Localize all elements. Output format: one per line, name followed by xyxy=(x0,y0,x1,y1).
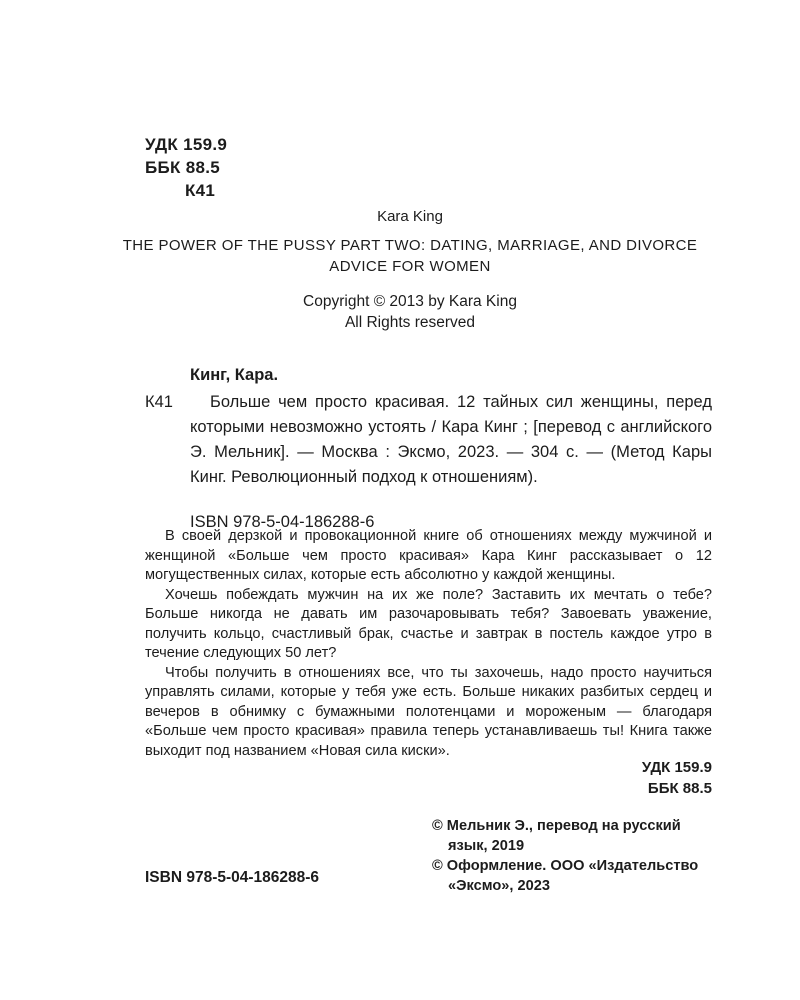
copyright-notice-design: © Оформление. ООО «Издательство «Эксмо», 2023 xyxy=(432,858,699,894)
original-copyright-line1: Copyright © 2013 by Kara King xyxy=(303,293,517,310)
catalog-code-k41: К41 xyxy=(145,393,173,411)
original-copyright-line2: All Rights reserved xyxy=(344,314,476,331)
copyright-notice-translation: © Мельник Э., перевод на русский язык, 2019 xyxy=(432,818,681,854)
bbk-code-top: ББК 88.5 xyxy=(145,158,221,177)
top-classification-codes xyxy=(145,133,227,202)
annotation-paragraph: Хочешь побеждать мужчин на их же поле? Заставить их мечтать о тебе? Больше никогда не давать им разочаровывать тебя? Завоевать уважение, получить кольцо, счастливый брак, счастье и завтрак в постель каждое утро в течение следующих 50 лет? xyxy=(145,586,712,661)
catalog-entry xyxy=(145,390,712,490)
annotation-paragraph: В своей дерзкой и провокационной книге об отношениях между мужчиной и женщиной «Больше чем просто красивая» Кара Кинг рассказывает о 12 могущественных силах, которые есть абсолютно у каждой женщины. xyxy=(145,528,712,583)
catalog-card xyxy=(145,363,712,535)
copyright-notices xyxy=(432,817,717,897)
isbn-bottom: ISBN 978-5-04-186288-6 xyxy=(145,869,320,886)
bbk-code-bottom: ББК 88.5 xyxy=(647,780,712,797)
annotation-block xyxy=(145,527,712,761)
original-author: Kara King xyxy=(377,208,443,225)
original-edition-block xyxy=(100,206,720,333)
catalog-isbn: ISBN 978-5-04-186288-6 xyxy=(190,513,375,531)
original-title: THE POWER OF THE PUSSY PART TWO: DATING, MARRIAGE, AND DIVORCE ADVICE FOR WOMEN xyxy=(122,237,698,275)
bottom-classification-codes xyxy=(400,757,712,799)
udk-code-bottom: УДК 159.9 xyxy=(641,759,712,776)
catalog-description: Больше чем просто красивая. 12 тайных сил женщины, перед которыми невозможно устоять / Кара Кинг ; [перевод с английского Э. Мельник]. — Москва : Эксмо, 2023. — 304 с. — (Метод Кары Кинг. Революционный подход к отношениям). xyxy=(190,393,712,486)
annotation-paragraph: Чтобы получить в отношениях все, что ты захочешь, надо просто научиться управлять силами, которые у тебя уже есть. Больше никаких разбитых сердец и вечеров в обнимку с бумажными полотенцами и мороженым — благодаря «Больше чем просто красивая» правила теперь устанавливаешь ты! Книга также выходит под названием «Новая сила киски». xyxy=(145,664,712,759)
k41-code-top: К41 xyxy=(185,181,216,200)
udk-code-top: УДК 159.9 xyxy=(145,135,228,154)
catalog-author: Кинг, Кара. xyxy=(190,366,279,384)
